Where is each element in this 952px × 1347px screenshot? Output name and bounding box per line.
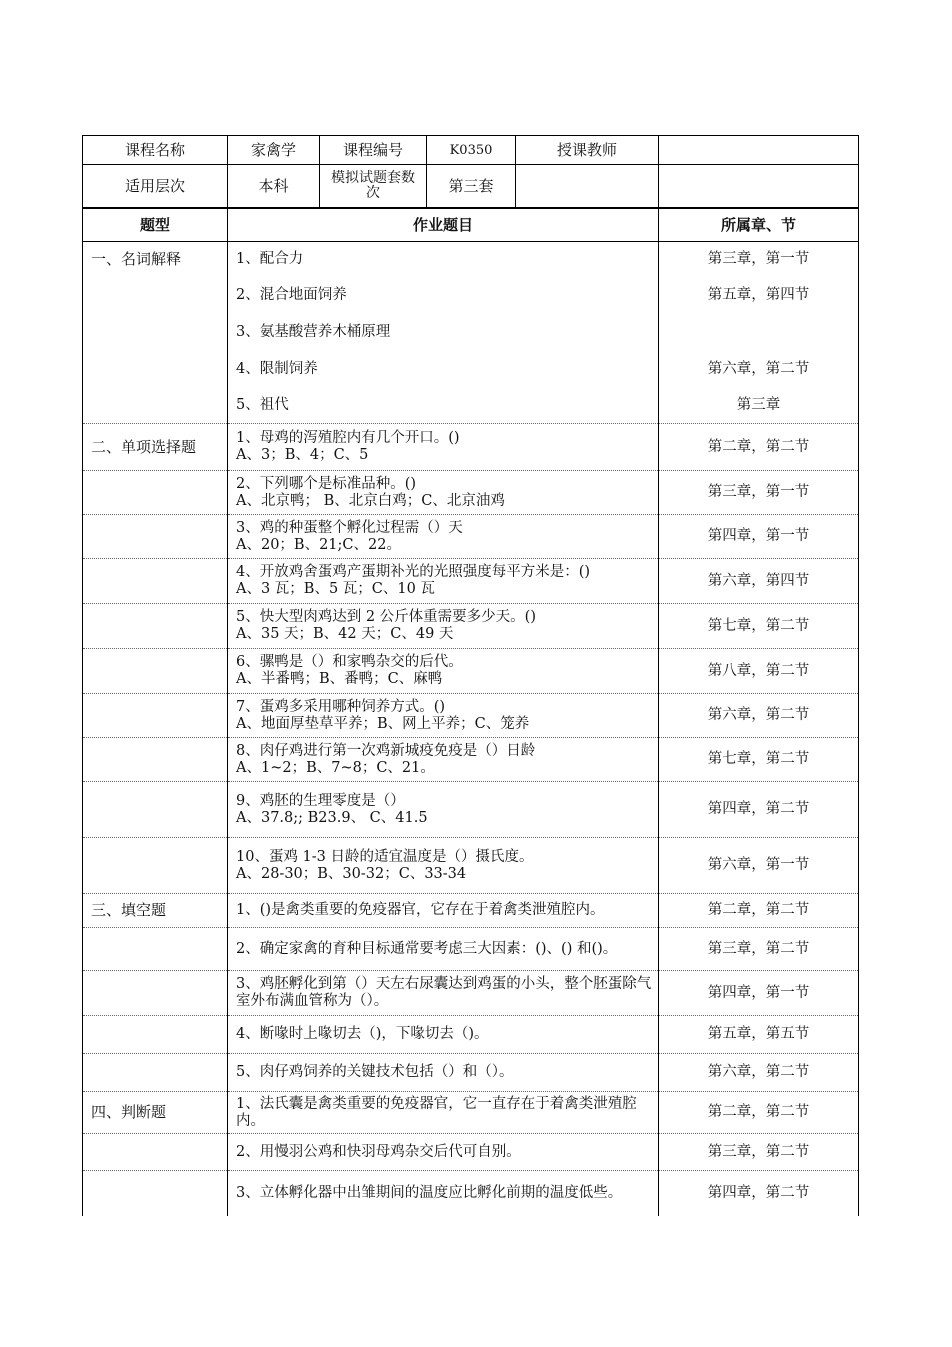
table-row	[83, 782, 859, 838]
question-text: 1、配合力	[236, 251, 304, 268]
question-type-cell: 一、名词解释	[83, 242, 228, 278]
chapter-cell: 第四章，第二节	[659, 1171, 859, 1216]
question-text: 1、()是禽类重要的免疫器官，它存在于着禽类泄殖腔内。	[236, 902, 605, 918]
table-row	[83, 314, 859, 351]
empty-cell-2	[659, 165, 859, 208]
question-text: 3、鸡胚孵化到第（）天左右尿囊达到鸡蛋的小头，整个胚蛋除气室外布满血管称为（）。	[236, 976, 652, 1009]
column-header-chapter: 所属章、节	[659, 209, 859, 242]
question-text: 7、蛋鸡多采用哪种饲养方式。()	[236, 698, 446, 715]
question-cell	[228, 278, 659, 314]
header-table	[82, 135, 859, 208]
question-text: 6、骡鸭是（）和家鸭杂交的后代。	[236, 654, 463, 670]
chapter-cell: 第三章，第二节	[659, 928, 859, 971]
table-row	[83, 1016, 859, 1054]
chapter-cell: 第二章，第二节	[659, 1092, 859, 1134]
question-options: A、3；B、4；C、5	[236, 447, 369, 463]
chapter-cell: 第四章，第一节	[659, 971, 859, 1016]
table-row	[83, 694, 859, 738]
table-row	[83, 928, 859, 971]
chapter-cell: 第三章，第一节	[659, 471, 859, 515]
question-cell	[228, 1134, 659, 1171]
question-type-cell	[83, 838, 228, 894]
question-options: A、3 瓦；B、5 瓦；C、10 瓦	[236, 581, 435, 597]
question-type-cell	[83, 1054, 228, 1092]
column-header-type: 题型	[83, 209, 228, 242]
question-type-cell	[83, 1171, 228, 1216]
chapter-cell: 第二章，第二节	[659, 424, 859, 471]
course-name-label: 课程名称	[83, 136, 228, 165]
question-text: 3、氨基酸营养木桶原理	[236, 323, 391, 340]
question-text: 2、确定家禽的育种目标通常要考虑三大因素：()、() 和()。	[236, 940, 618, 957]
chapter-cell: 第六章，第四节	[659, 559, 859, 604]
question-cell	[228, 424, 659, 471]
table-row	[83, 1171, 859, 1216]
table-row	[83, 351, 859, 388]
question-type-cell	[83, 471, 228, 515]
question-table	[82, 208, 859, 1216]
question-cell	[228, 928, 659, 971]
chapter-cell	[659, 314, 859, 351]
table-row	[83, 515, 859, 559]
question-cell	[228, 242, 659, 278]
table-row	[83, 604, 859, 649]
question-text: 4、开放鸡舍蛋鸡产蛋期补光的光照强度每平方米是：()	[236, 564, 591, 580]
table-row	[83, 894, 859, 928]
question-type-cell	[83, 971, 228, 1016]
question-text: 5、祖代	[236, 396, 289, 413]
table-row	[83, 424, 859, 471]
question-options: A、20；B、21;C、22。	[236, 536, 401, 553]
question-type-cell	[83, 515, 228, 559]
table-row	[83, 471, 859, 515]
chapter-cell: 第六章，第二节	[659, 694, 859, 738]
question-cell	[228, 604, 659, 649]
question-text: 1、母鸡的泻殖腔内有几个开口。()	[236, 430, 460, 446]
question-type-cell: 二、单项选择题	[83, 424, 228, 471]
question-type-cell	[83, 928, 228, 971]
question-type-cell	[83, 649, 228, 694]
mock-set-label: 模拟试题套数次	[320, 165, 427, 208]
question-options: A、28-30；B、30-32；C、33-34	[236, 865, 467, 882]
question-cell	[228, 894, 659, 928]
teacher-value	[659, 136, 859, 165]
question-options: A、地面厚垫草平养；B、网上平养；C、笼养	[236, 715, 530, 732]
question-type-cell	[83, 1016, 228, 1054]
question-type-cell	[83, 559, 228, 604]
question-cell	[228, 1016, 659, 1054]
question-type-cell	[83, 314, 228, 351]
table-row	[83, 242, 859, 278]
table-row	[83, 559, 859, 604]
question-text: 5、肉仔鸡饲养的关键技术包括（）和（）。	[236, 1064, 514, 1080]
question-text: 2、混合地面饲养	[236, 287, 347, 303]
table-row	[83, 1134, 859, 1171]
question-cell	[228, 738, 659, 782]
chapter-cell: 第四章，第二节	[659, 782, 859, 838]
question-cell	[228, 782, 659, 838]
table-row	[83, 278, 859, 314]
question-type-cell	[83, 738, 228, 782]
chapter-cell: 第七章，第二节	[659, 738, 859, 782]
question-cell	[228, 515, 659, 559]
question-type-cell	[83, 604, 228, 649]
column-header-question: 作业题目	[228, 209, 659, 242]
question-options: A、35 天；B、42 天；C、49 天	[236, 626, 454, 642]
question-cell	[228, 838, 659, 894]
table-row	[83, 1054, 859, 1092]
table-row	[83, 388, 859, 424]
chapter-cell: 第五章，第五节	[659, 1016, 859, 1054]
chapter-cell: 第七章，第二节	[659, 604, 859, 649]
chapter-cell: 第三章，第二节	[659, 1134, 859, 1171]
question-options: A、半番鸭；B、番鸭；C、麻鸭	[236, 671, 443, 687]
question-cell	[228, 649, 659, 694]
question-cell	[228, 471, 659, 515]
question-cell	[228, 559, 659, 604]
chapter-cell: 第六章，第二节	[659, 1054, 859, 1092]
question-cell	[228, 694, 659, 738]
chapter-cell: 第六章，第一节	[659, 838, 859, 894]
mock-set-value: 第三套	[427, 165, 516, 208]
question-type-cell	[83, 388, 228, 424]
question-type-cell	[83, 1134, 228, 1171]
question-text: 8、肉仔鸡进行第一次鸡新城疫免疫是（）日龄	[236, 742, 536, 759]
question-type-cell: 三、填空题	[83, 894, 228, 928]
chapter-cell: 第三章	[659, 388, 859, 424]
question-cell	[228, 1092, 659, 1134]
question-cell	[228, 388, 659, 424]
level-value: 本科	[228, 165, 320, 208]
question-cell	[228, 351, 659, 388]
table-row	[83, 971, 859, 1016]
question-text: 4、限制饲养	[236, 360, 318, 377]
question-options: A、37.8;; B23.9、 C、41.5	[236, 809, 428, 826]
question-cell	[228, 314, 659, 351]
question-text: 1、法氏囊是禽类重要的免疫器官，它一直存在于着禽类泄殖腔内。	[236, 1095, 637, 1129]
empty-cell-1	[516, 165, 659, 208]
table-row	[83, 1092, 859, 1134]
course-name: 家禽学	[228, 136, 320, 165]
question-type-cell	[83, 278, 228, 314]
question-text: 3、鸡的种蛋整个孵化过程需（）天	[236, 519, 463, 536]
question-type-cell	[83, 782, 228, 838]
question-cell	[228, 1054, 659, 1092]
question-cell	[228, 1171, 659, 1216]
chapter-cell: 第三章，第一节	[659, 242, 859, 278]
exam-sheet	[82, 135, 858, 1216]
course-code: K0350	[427, 136, 516, 165]
question-type-cell: 四、判断题	[83, 1092, 228, 1134]
question-text: 5、快大型肉鸡达到 2 公斤体重需要多少天。()	[236, 609, 536, 625]
table-row	[83, 738, 859, 782]
question-type-cell	[83, 351, 228, 388]
chapter-cell: 第八章，第二节	[659, 649, 859, 694]
course-code-label: 课程编号	[320, 136, 427, 165]
chapter-cell: 第二章，第二节	[659, 894, 859, 928]
question-text: 10、蛋鸡 1-3 日龄的适宜温度是（）摄氏度。	[236, 848, 534, 865]
teacher-label: 授课教师	[516, 136, 659, 165]
question-cell	[228, 971, 659, 1016]
question-options: A、1~2；B、7~8；C、21。	[236, 759, 435, 776]
question-text: 4、断喙时上喙切去（)，下喙切去（)。	[236, 1026, 489, 1042]
table-row	[83, 838, 859, 894]
question-type-cell	[83, 694, 228, 738]
question-text: 3、立体孵化器中出雏期间的温度应比孵化前期的温度低些。	[236, 1184, 623, 1201]
chapter-cell: 第六章，第二节	[659, 351, 859, 388]
question-options: A、北京鸭； B、北京白鸡；C、北京油鸡	[236, 492, 505, 509]
question-text: 2、用慢羽公鸡和快羽母鸡杂交后代可自别。	[236, 1143, 521, 1160]
question-text: 9、鸡胚的生理零度是（）	[236, 792, 405, 809]
level-label: 适用层次	[83, 165, 228, 208]
chapter-cell: 第五章，第四节	[659, 278, 859, 314]
table-row	[83, 649, 859, 694]
chapter-cell: 第四章，第一节	[659, 515, 859, 559]
question-text: 2、下列哪个是标准品种。()	[236, 475, 417, 492]
